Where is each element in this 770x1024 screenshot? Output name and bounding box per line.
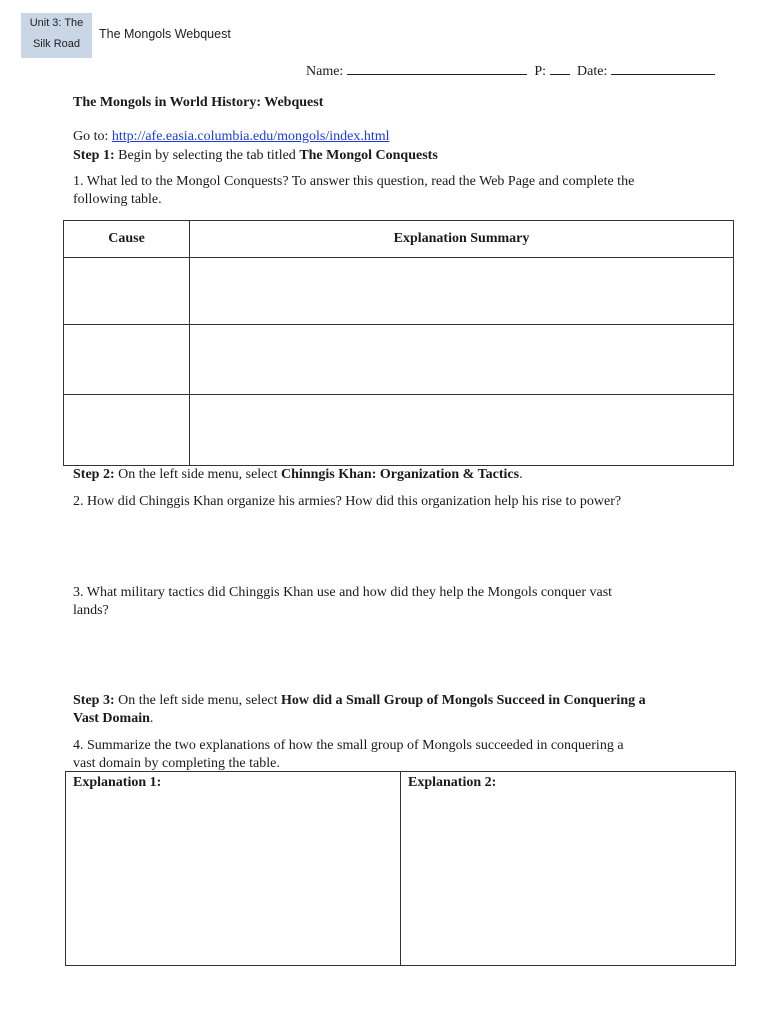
cause-cell[interactable] [64,395,190,466]
explanation-2-cell[interactable] [401,772,736,966]
explanation-cell[interactable] [190,325,734,395]
unit-label-line1: Unit 3: The [29,17,84,29]
step3-bold-line2: Vast Domain [73,711,150,726]
table-row [64,325,734,395]
step3-bold-line1: How did a Small Group of Mongols Succeed in Conquering a [281,693,646,708]
explanation-1-cell[interactable] [66,772,401,966]
q1-line1: 1. What led to the Mongol Conquests? To answer this question, read the Web Page and complete the [73,174,635,189]
q3-line2: lands? [73,603,109,618]
unit-label [21,13,92,58]
step2-text: On the left side menu, select [114,467,282,482]
question-1 [73,173,733,209]
explanation-summary-header: Explanation Summary [190,221,734,258]
step2 [73,466,523,484]
table-row [66,772,736,966]
step2-label: Step 2: [73,467,115,482]
step1 [73,147,438,165]
q4-line2: vast domain by completing the table. [73,756,280,771]
name-period-date-row [306,60,715,80]
date-label: Date: [577,64,608,79]
causes-table [63,220,734,466]
webquest-link[interactable]: http://afe.easia.columbia.edu/mongols/index.html [111,129,390,144]
page-title: The Mongols in World History: Webquest [73,95,324,110]
document-header-title: The Mongols Webquest [99,27,231,41]
goto-label: Go to: [73,129,109,144]
q1-line2: following table. [73,192,162,207]
explanation-cell[interactable] [190,395,734,466]
step3-label: Step 3: [73,693,115,708]
step2-end: . [519,467,523,482]
cause-header: Cause [64,221,190,258]
cause-cell[interactable] [64,325,190,395]
name-field[interactable] [347,60,527,75]
date-field[interactable] [611,60,715,75]
q4-line1: 4. Summarize the two explanations of how the small group of Mongols succeeded in conquering a [73,738,624,753]
step3 [73,692,743,728]
name-label: Name: [306,64,344,79]
step2-bold: Chinngis Khan: Organization & Tactics [281,467,520,482]
question-2: 2. How did Chinggis Khan organize his armies? How did this organization help his rise to power? [73,494,622,509]
explanations-table [65,771,736,966]
cause-cell[interactable] [64,258,190,325]
unit-label-line2: Silk Road [32,38,81,50]
period-label: P: [534,64,547,79]
step3-end: . [149,711,154,726]
explanation-2-label: Explanation 2: [408,775,497,790]
step1-text: Begin by selecting the tab titled [114,148,300,163]
step1-bold: The Mongol Conquests [299,148,438,163]
table-row [64,258,734,325]
step1-label: Step 1: [73,148,115,163]
period-field[interactable] [550,60,570,75]
question-4 [73,737,733,773]
table-header-row [64,221,734,258]
explanation-cell[interactable] [190,258,734,325]
goto-line [73,128,390,146]
explanation-1-label: Explanation 1: [73,775,162,790]
question-3 [73,584,733,620]
table-row [64,395,734,466]
q3-line1: 3. What military tactics did Chinggis Khan use and how did they help the Mongols conquer vast [73,585,613,600]
step3-text: On the left side menu, select [114,693,282,708]
